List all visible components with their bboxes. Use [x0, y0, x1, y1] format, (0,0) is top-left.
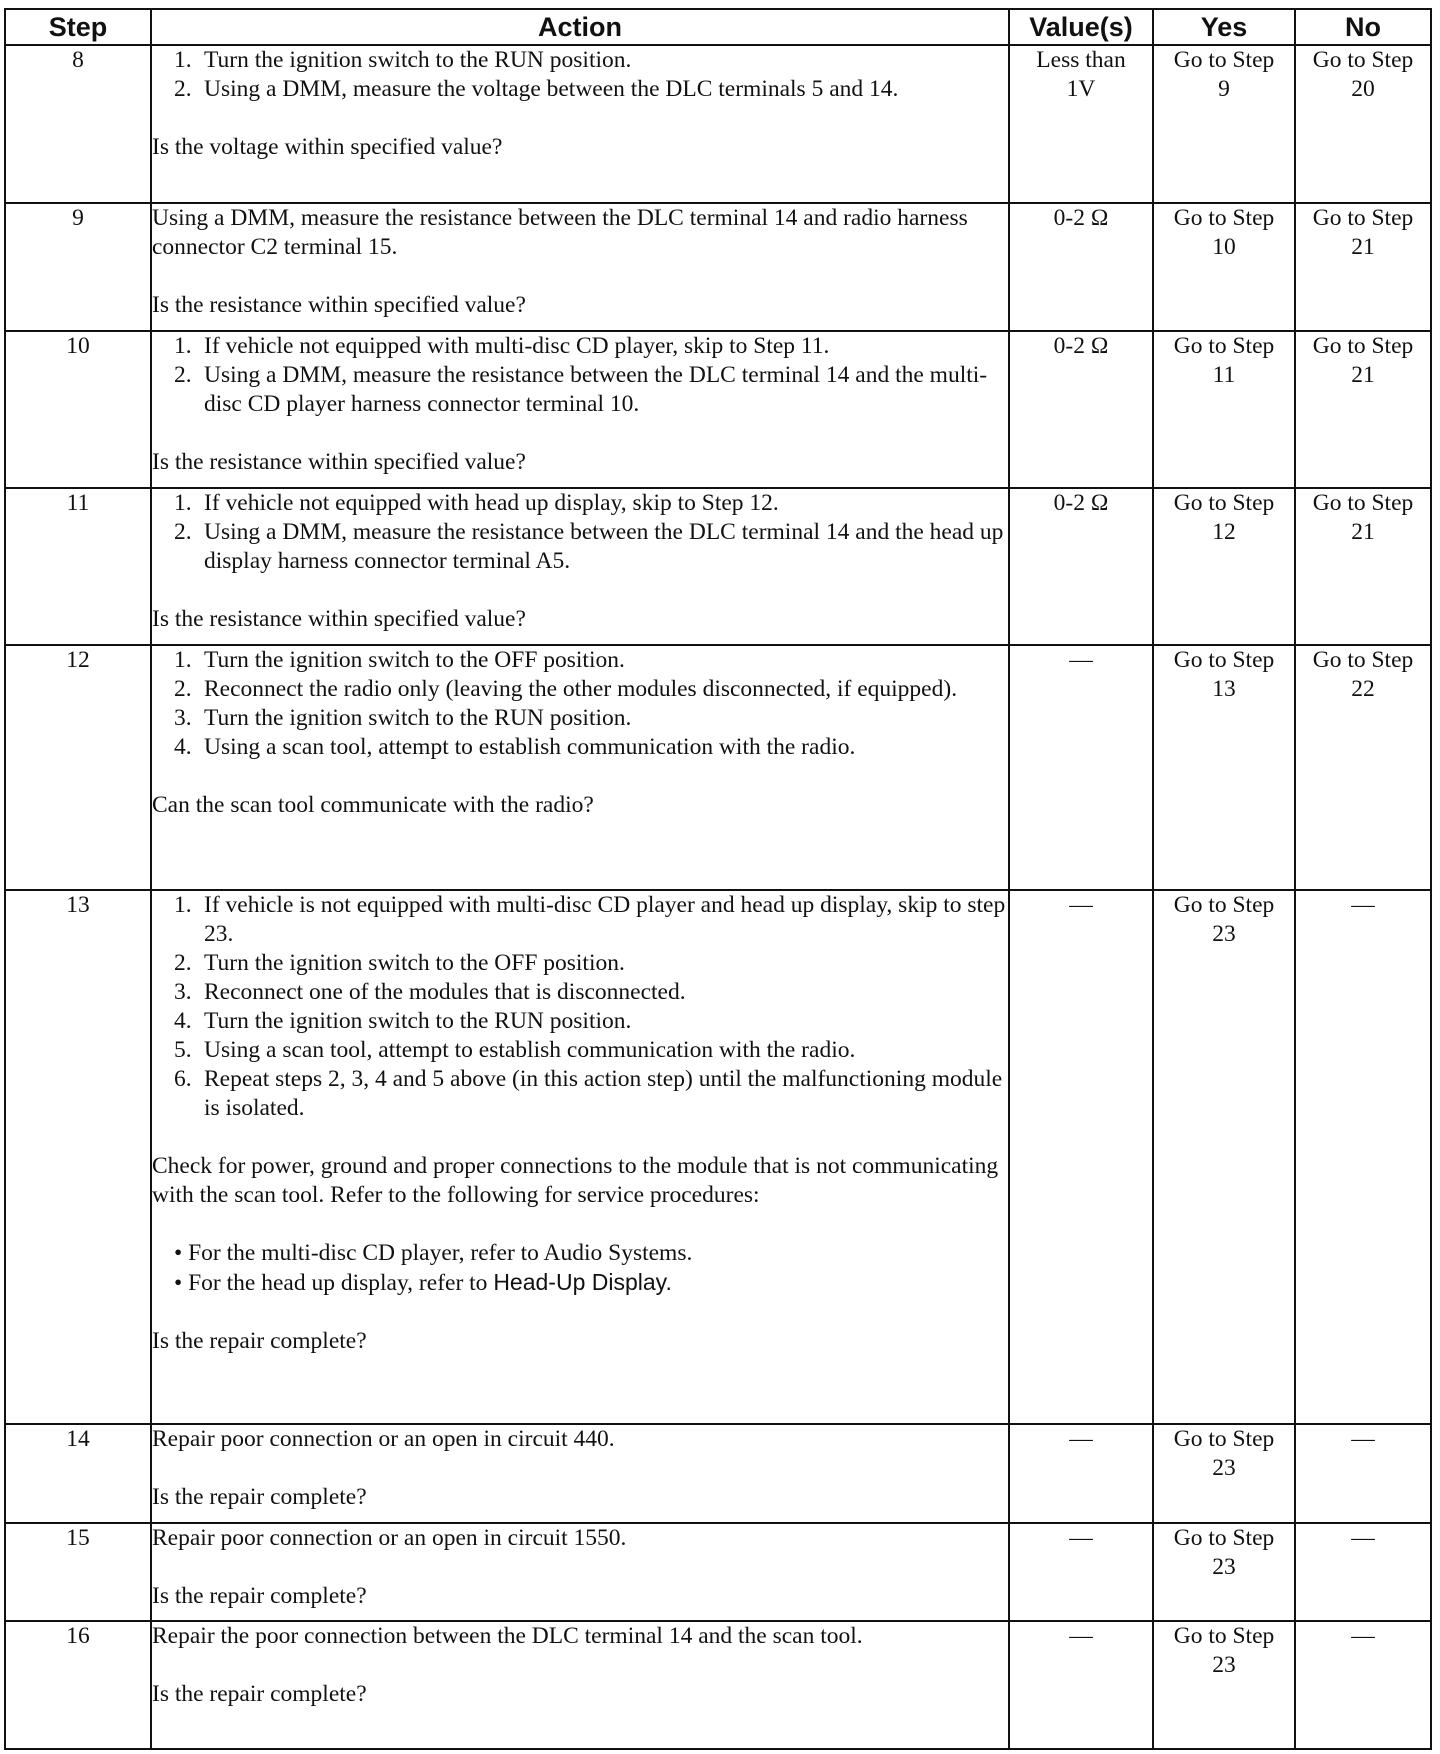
table-row: [5, 45, 1431, 203]
step-number: 8: [5, 45, 151, 203]
no-cell: Go to Step 21: [1295, 488, 1431, 645]
action-cell: [151, 45, 1009, 203]
header-yes: Yes: [1153, 9, 1295, 45]
no-cell: —: [1295, 890, 1431, 1424]
list-item: 1. If vehicle not equipped with multi-disc CD player, skip to Step 11.: [174, 333, 830, 359]
action-cell: [151, 645, 1009, 890]
step-number: 11: [5, 488, 151, 645]
list-item: 1. If vehicle not equipped with head up display, skip to Step 12.: [174, 490, 779, 516]
action-list: [152, 489, 1008, 576]
no-cell: —: [1295, 1621, 1431, 1749]
list-item: • For the head up display, refer to Head-Up Display.: [174, 1269, 672, 1296]
step-number: 9: [5, 203, 151, 331]
yes-cell: Go to Step 23: [1153, 1523, 1295, 1621]
no-cell: Go to Step 22: [1295, 645, 1431, 890]
action-question: Is the resistance within specified value?: [152, 606, 526, 632]
list-item: 2. Using a DMM, measure the voltage between the DLC terminals 5 and 14.: [174, 76, 899, 102]
value-cell: 0-2 Ω: [1009, 203, 1153, 331]
value-cell: 0-2 Ω: [1009, 488, 1153, 645]
action-cell: [151, 890, 1009, 1424]
no-cell: —: [1295, 1424, 1431, 1523]
table-row: [5, 890, 1431, 1424]
value-cell: 0-2 Ω: [1009, 331, 1153, 488]
yes-cell: Go to Step 23: [1153, 1424, 1295, 1523]
header-values: Value(s): [1009, 9, 1153, 45]
step-number: 15: [5, 1523, 151, 1621]
action-note: Check for power, ground and proper connections to the module that is not communicating with the scan tool. Refer to the following for service procedures:: [152, 1153, 999, 1208]
action-text: Repair poor connection or an open in circuit 440.: [152, 1426, 615, 1452]
yes-cell: Go to Step 10: [1153, 203, 1295, 331]
yes-cell: Go to Step 12: [1153, 488, 1295, 645]
list-item: 3. Reconnect one of the modules that is disconnected.: [174, 979, 686, 1005]
action-cell: [151, 1424, 1009, 1523]
yes-cell: Go to Step 23: [1153, 1621, 1295, 1749]
action-question: Is the repair complete?: [152, 1583, 367, 1609]
action-question: Is the resistance within specified value?: [152, 292, 526, 318]
no-cell: —: [1295, 1523, 1431, 1621]
list-item: 6. Repeat steps 2, 3, 4 and 5 above (in this action step) until the malfunctioning module is isolated.: [174, 1066, 1003, 1121]
head-up-display-reference: Head-Up Display.: [493, 1269, 672, 1295]
action-question: Is the resistance within specified value?: [152, 449, 526, 475]
list-item: 1. Turn the ignition switch to the OFF position.: [174, 647, 625, 673]
value-cell: —: [1009, 890, 1153, 1424]
value-cell: —: [1009, 1424, 1153, 1523]
list-item: 2. Reconnect the radio only (leaving the other modules disconnected, if equipped).: [174, 676, 958, 702]
table-row: [5, 331, 1431, 488]
list-item: 4. Using a scan tool, attempt to establish communication with the radio.: [174, 734, 856, 760]
value-cell: —: [1009, 1621, 1153, 1749]
list-item: 3. Turn the ignition switch to the RUN position.: [174, 705, 632, 731]
action-question: Is the repair complete?: [152, 1484, 367, 1510]
table-row: [5, 645, 1431, 890]
table-row: [5, 1523, 1431, 1621]
value-cell: —: [1009, 645, 1153, 890]
step-number: 13: [5, 890, 151, 1424]
list-item: 1. If vehicle is not equipped with multi-disc CD player and head up display, skip to step 23.: [174, 892, 1006, 947]
action-text: Using a DMM, measure the resistance between the DLC terminal 14 and radio harness connector C2 terminal 15.: [152, 205, 968, 260]
list-item: 2. Turn the ignition switch to the OFF position.: [174, 950, 625, 976]
list-item: 1. Turn the ignition switch to the RUN position.: [174, 47, 632, 73]
yes-cell: Go to Step 11: [1153, 331, 1295, 488]
reference-list: [152, 1239, 1008, 1298]
action-cell: [151, 1621, 1009, 1749]
action-text: Repair the poor connection between the DLC terminal 14 and the scan tool.: [152, 1623, 863, 1649]
diagnostic-table: [4, 8, 1432, 1750]
value-cell: —: [1009, 1523, 1153, 1621]
action-list: [152, 46, 1008, 104]
yes-cell: Go to Step 9: [1153, 45, 1295, 203]
no-cell: Go to Step 21: [1295, 203, 1431, 331]
action-list: [152, 891, 1008, 1123]
header-step: Step: [5, 9, 151, 45]
step-number: 12: [5, 645, 151, 890]
action-question: Is the voltage within specified value?: [152, 134, 503, 160]
table-row: [5, 488, 1431, 645]
action-question: Is the repair complete?: [152, 1681, 367, 1707]
action-list: [152, 332, 1008, 419]
yes-cell: Go to Step 13: [1153, 645, 1295, 890]
value-cell: Less than 1V: [1009, 45, 1153, 203]
step-number: 10: [5, 331, 151, 488]
table-header-row: [5, 9, 1431, 45]
action-cell: [151, 331, 1009, 488]
action-list: [152, 646, 1008, 762]
no-cell: Go to Step 20: [1295, 45, 1431, 203]
yes-cell: Go to Step 23: [1153, 890, 1295, 1424]
action-question: Is the repair complete?: [152, 1328, 367, 1354]
list-item: 2. Using a DMM, measure the resistance between the DLC terminal 14 and the multi-disc CD player harness connector terminal 10.: [174, 362, 988, 417]
list-item: • For the multi-disc CD player, refer to Audio Systems.: [174, 1240, 693, 1266]
table-row: [5, 203, 1431, 331]
no-cell: Go to Step 21: [1295, 331, 1431, 488]
header-action: Action: [151, 9, 1009, 45]
table-row: [5, 1424, 1431, 1523]
list-item: 4. Turn the ignition switch to the RUN position.: [174, 1008, 632, 1034]
list-item: 2. Using a DMM, measure the resistance between the DLC terminal 14 and the head up display harness connector terminal A5.: [174, 519, 1004, 574]
action-text: Repair poor connection or an open in circuit 1550.: [152, 1525, 627, 1551]
table-row: [5, 1621, 1431, 1749]
diagnostic-table-page: [4, 8, 1430, 1750]
step-number: 16: [5, 1621, 151, 1749]
action-question: Can the scan tool communicate with the radio?: [152, 792, 594, 818]
list-item: 5. Using a scan tool, attempt to establish communication with the radio.: [174, 1037, 856, 1063]
step-number: 14: [5, 1424, 151, 1523]
action-cell: [151, 203, 1009, 331]
action-cell: [151, 1523, 1009, 1621]
action-cell: [151, 488, 1009, 645]
header-no: No: [1295, 9, 1431, 45]
